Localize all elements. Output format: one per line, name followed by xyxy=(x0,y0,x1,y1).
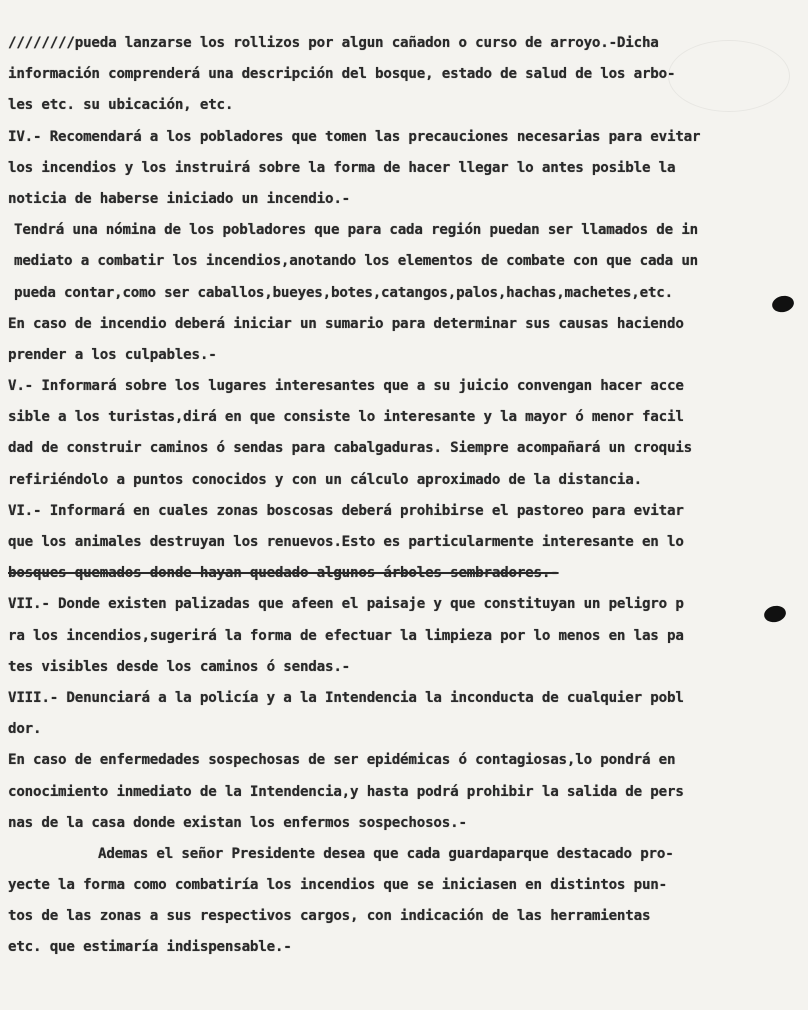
text-line: VI.- Informará en cuales zonas boscosas deberá prohibirse el pastoreo para evitar xyxy=(8,502,684,519)
text-line: dor. xyxy=(8,721,42,738)
text-line: Tendrá una nómina de los pobladores que para cada región puedan ser llamados de in xyxy=(14,222,699,239)
faint-stamp-mark xyxy=(668,40,790,112)
text-line: En caso de enfermedades sospechosas de ser epidémicas ó contagiosas,lo pondrá en xyxy=(8,752,676,769)
struck-text-line: bosques quemados donde hayan quedado algunos árboles sembradores.- xyxy=(8,565,559,582)
text-line: V.- Informará sobre los lugares interesantes que a su juicio convengan hacer acce xyxy=(8,378,684,395)
text-line: etc. que estimaría indispensable.- xyxy=(8,939,292,956)
text-line: IV.- Recomendará a los pobladores que tomen las precauciones necesarias para evitar xyxy=(8,128,701,145)
text-line: prender a los culpables.- xyxy=(8,346,217,363)
text-line: sible a los turistas,dirá en que consiste lo interesante y la mayor ó menor facil xyxy=(8,409,684,426)
text-line: VII.- Donde existen palizadas que afeen el paisaje y que constituyan un peligro p xyxy=(8,596,684,613)
text-line: tos de las zonas a sus respectivos cargos, con indicación de las herramientas xyxy=(8,908,651,925)
text-line: mediato a combatir los incendios,anotando los elementos de combate con que cada un xyxy=(14,253,699,270)
text-line: dad de construir caminos ó sendas para cabalgaduras. Siempre acompañará un croquis xyxy=(8,440,693,457)
text-line: ra los incendios,sugerirá la forma de efectuar la limpieza por lo menos en las pa xyxy=(8,627,684,644)
text-line: les etc. su ubicación, etc. xyxy=(8,97,234,114)
text-line: yecte la forma como combatiría los incendios que se iniciasen en distintos pun- xyxy=(8,877,667,894)
text-line: nas de la casa donde existan los enfermos sospechosos.- xyxy=(8,814,467,831)
text-line: refiriéndolo a puntos conocidos y con un cálculo aproximado de la distancia. xyxy=(8,471,642,488)
text-line: Ademas el señor Presidente desea que cada guardaparque destacado pro- xyxy=(98,845,674,862)
text-line: tes visibles desde los caminos ó sendas.- xyxy=(8,658,351,675)
text-line: VIII.- Denunciará a la policía y a la Intendencia la inconducta de cualquier pobl xyxy=(8,689,684,706)
text-line: noticia de haberse iniciado un incendio.- xyxy=(8,190,351,207)
text-line: En caso de incendio deberá iniciar un sumario para determinar sus causas haciendo xyxy=(8,315,684,332)
text-line: ////////pueda lanzarse los rollizos por algun cañadon o curso de arroyo.-Dicha xyxy=(8,35,659,51)
text-line: que los animales destruyan los renuevos.Esto es particularmente interesante en lo xyxy=(8,534,684,550)
text-line: conocimiento inmediato de la Intendencia,y hasta podrá prohibir la salida de pers xyxy=(8,783,684,800)
text-line: los incendios y los instruirá sobre la forma de hacer llegar lo antes posible la xyxy=(8,159,676,176)
text-line: información comprenderá una descripción del bosque, estado de salud de los arbo- xyxy=(8,66,676,83)
text-line: pueda contar,como ser caballos,bueyes,botes,catangos,palos,hachas,machetes,etc. xyxy=(14,284,673,301)
